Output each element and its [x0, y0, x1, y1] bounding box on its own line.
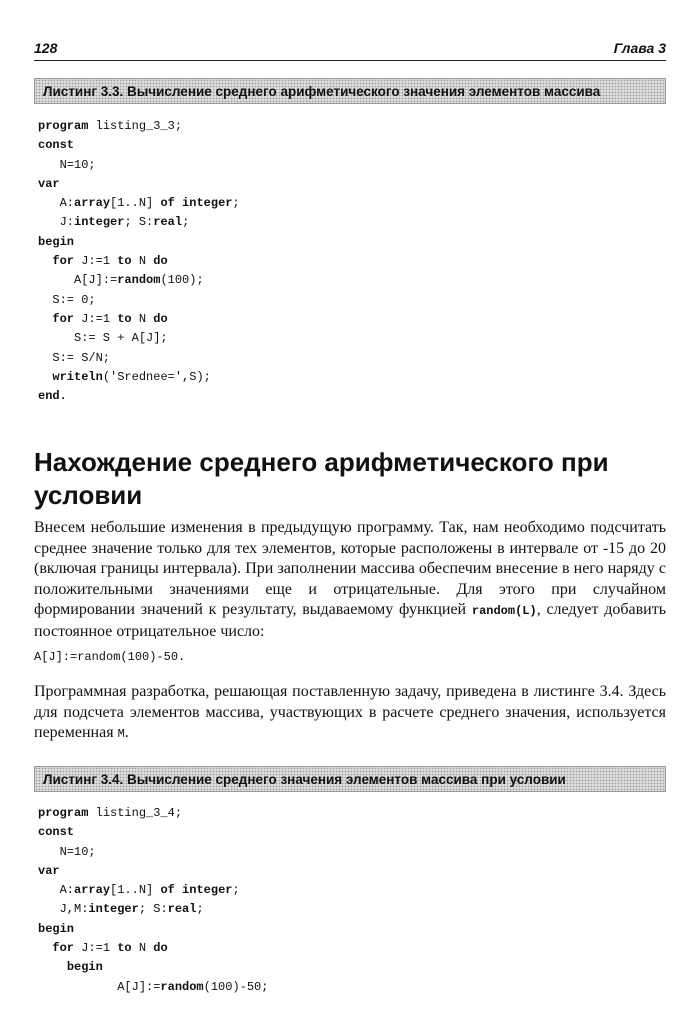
paragraph-2-inline-code: M — [117, 727, 125, 741]
paragraph-2 — [34, 682, 666, 745]
code-line — [38, 252, 240, 271]
code-line — [38, 958, 268, 977]
code-keyword: to — [117, 311, 132, 326]
code-text: (100); — [160, 273, 204, 288]
code-keyword: to — [117, 254, 132, 269]
code-keyword: const — [38, 138, 75, 153]
code-line — [38, 823, 268, 842]
paragraph-1 — [34, 518, 666, 642]
code-text — [38, 370, 52, 384]
code-text: S:= S + A[J]; — [38, 331, 168, 346]
code-line — [38, 881, 268, 900]
code-text: N — [131, 941, 154, 956]
code-keyword: array — [74, 883, 111, 898]
code-line — [38, 117, 240, 136]
code-text: J: — [38, 215, 75, 230]
code-line — [38, 387, 240, 406]
code-keyword: for — [52, 311, 75, 326]
code-keyword: end. — [38, 389, 67, 404]
chapter-label: Глава 3 — [613, 40, 666, 56]
code-text: ; S: — [124, 215, 154, 230]
code-keyword: integer — [88, 902, 139, 917]
code-line — [38, 349, 240, 368]
paragraph-2-text-start: Программная разработка, решающая поставленную задачу, приведена в листинге 3.4. Здесь для подсчета элементов массива, участвующих в расчете среднего значения, используется переменная — [34, 683, 666, 741]
paragraph-1-text-start: Внесем небольшие изменения в предыдущую программу. Так, нам необходимо подсчитать среднее значение только для тех элементов, которые расположены в интервале от -15 до 20 (включая границы интервала). При заполнении массива обеспечим внесение в него наряду с положительными значениями еще и отрицательные. Для этого при случайном формировании значений к результату, выдаваемому функцией — [34, 519, 666, 618]
code-line — [38, 329, 240, 348]
code-text: listing_3_3; — [88, 119, 183, 133]
code-text — [38, 960, 67, 974]
code-keyword: do — [153, 311, 168, 326]
code-keyword: for — [52, 254, 75, 269]
code-line — [38, 978, 268, 997]
code-keyword: program — [38, 119, 89, 133]
formula-line: A[J]:=random(100)-50. — [34, 650, 186, 664]
code-line — [38, 939, 268, 958]
code-text: ; — [232, 196, 240, 211]
code-text: A: — [38, 883, 75, 898]
code-line — [38, 804, 268, 823]
paragraph-1-text-end: , следует добавить постоянное отрицательное число: — [34, 601, 666, 640]
code-line — [38, 862, 268, 881]
code-text: J:=1 — [74, 941, 118, 956]
code-text — [38, 312, 52, 326]
code-text: A: — [38, 196, 75, 211]
code-text: J,M: — [38, 902, 89, 917]
code-text: N=10; — [38, 157, 96, 172]
code-keyword: begin — [66, 960, 103, 975]
code-keyword: const — [38, 825, 75, 840]
code-text: S:= S/N; — [38, 350, 111, 365]
code-line — [38, 233, 240, 252]
code-line — [38, 271, 240, 290]
code-line — [38, 175, 240, 194]
listing-3-4-title: Листинг 3.4. Вычисление среднего значения элементов массива при условии — [34, 766, 666, 792]
code-line — [38, 310, 240, 329]
code-text: N=10; — [38, 844, 96, 859]
code-text: ; — [232, 883, 240, 898]
code-keyword: for — [52, 941, 75, 956]
code-text — [38, 941, 52, 955]
code-text: [1..N] — [110, 883, 161, 898]
section-title: Нахождение среднего арифметического при условии — [34, 447, 609, 510]
code-line — [38, 156, 240, 175]
code-text: J:=1 — [74, 254, 118, 269]
code-keyword: real — [167, 902, 197, 917]
code-keyword: writeln — [52, 369, 103, 384]
code-text: A[J]:= — [38, 979, 161, 994]
page-number: 128 — [34, 40, 58, 56]
listing-3-3-code — [38, 117, 240, 406]
code-keyword: to — [117, 941, 132, 956]
code-line — [38, 213, 240, 232]
code-line — [38, 843, 268, 862]
code-keyword: of integer — [160, 883, 233, 898]
code-keyword: var — [38, 863, 60, 878]
code-line — [38, 136, 240, 155]
code-text: ; — [182, 215, 190, 230]
code-text: (100)-50; — [203, 979, 269, 994]
code-keyword: random — [117, 273, 161, 288]
code-line — [38, 900, 268, 919]
code-text: ; — [196, 902, 204, 917]
code-keyword: program — [38, 806, 89, 820]
code-text: ; S: — [138, 902, 168, 917]
code-keyword: begin — [38, 234, 75, 249]
code-text: J:=1 — [74, 311, 118, 326]
code-keyword: of integer — [160, 196, 233, 211]
code-text: S:= 0; — [38, 292, 96, 307]
code-text: listing_3_4; — [88, 806, 183, 820]
paragraph-2-text-end: . — [124, 724, 129, 741]
code-text: A[J]:= — [38, 273, 118, 288]
code-keyword: var — [38, 176, 60, 191]
code-line — [38, 368, 240, 387]
code-keyword: begin — [38, 921, 75, 936]
code-text — [38, 254, 52, 268]
code-line — [38, 920, 268, 939]
code-line — [38, 194, 240, 213]
code-keyword: do — [153, 254, 168, 269]
code-text: N — [131, 254, 154, 269]
code-keyword: integer — [74, 215, 125, 230]
code-keyword: real — [153, 215, 183, 230]
listing-3-3-title: Листинг 3.3. Вычисление среднего арифметического значения элементов массива — [34, 78, 666, 104]
code-keyword: array — [74, 196, 111, 211]
page-header — [0, 0, 700, 60]
code-text: N — [131, 311, 154, 326]
code-keyword: random — [160, 979, 204, 994]
code-line — [38, 291, 240, 310]
listing-3-4-code — [38, 804, 268, 997]
code-text: ('Srednee=',S); — [102, 369, 211, 384]
code-text: [1..N] — [110, 196, 161, 211]
paragraph-1-inline-code: random(L) — [471, 604, 537, 618]
code-keyword: do — [153, 941, 168, 956]
header-rule — [34, 60, 666, 61]
